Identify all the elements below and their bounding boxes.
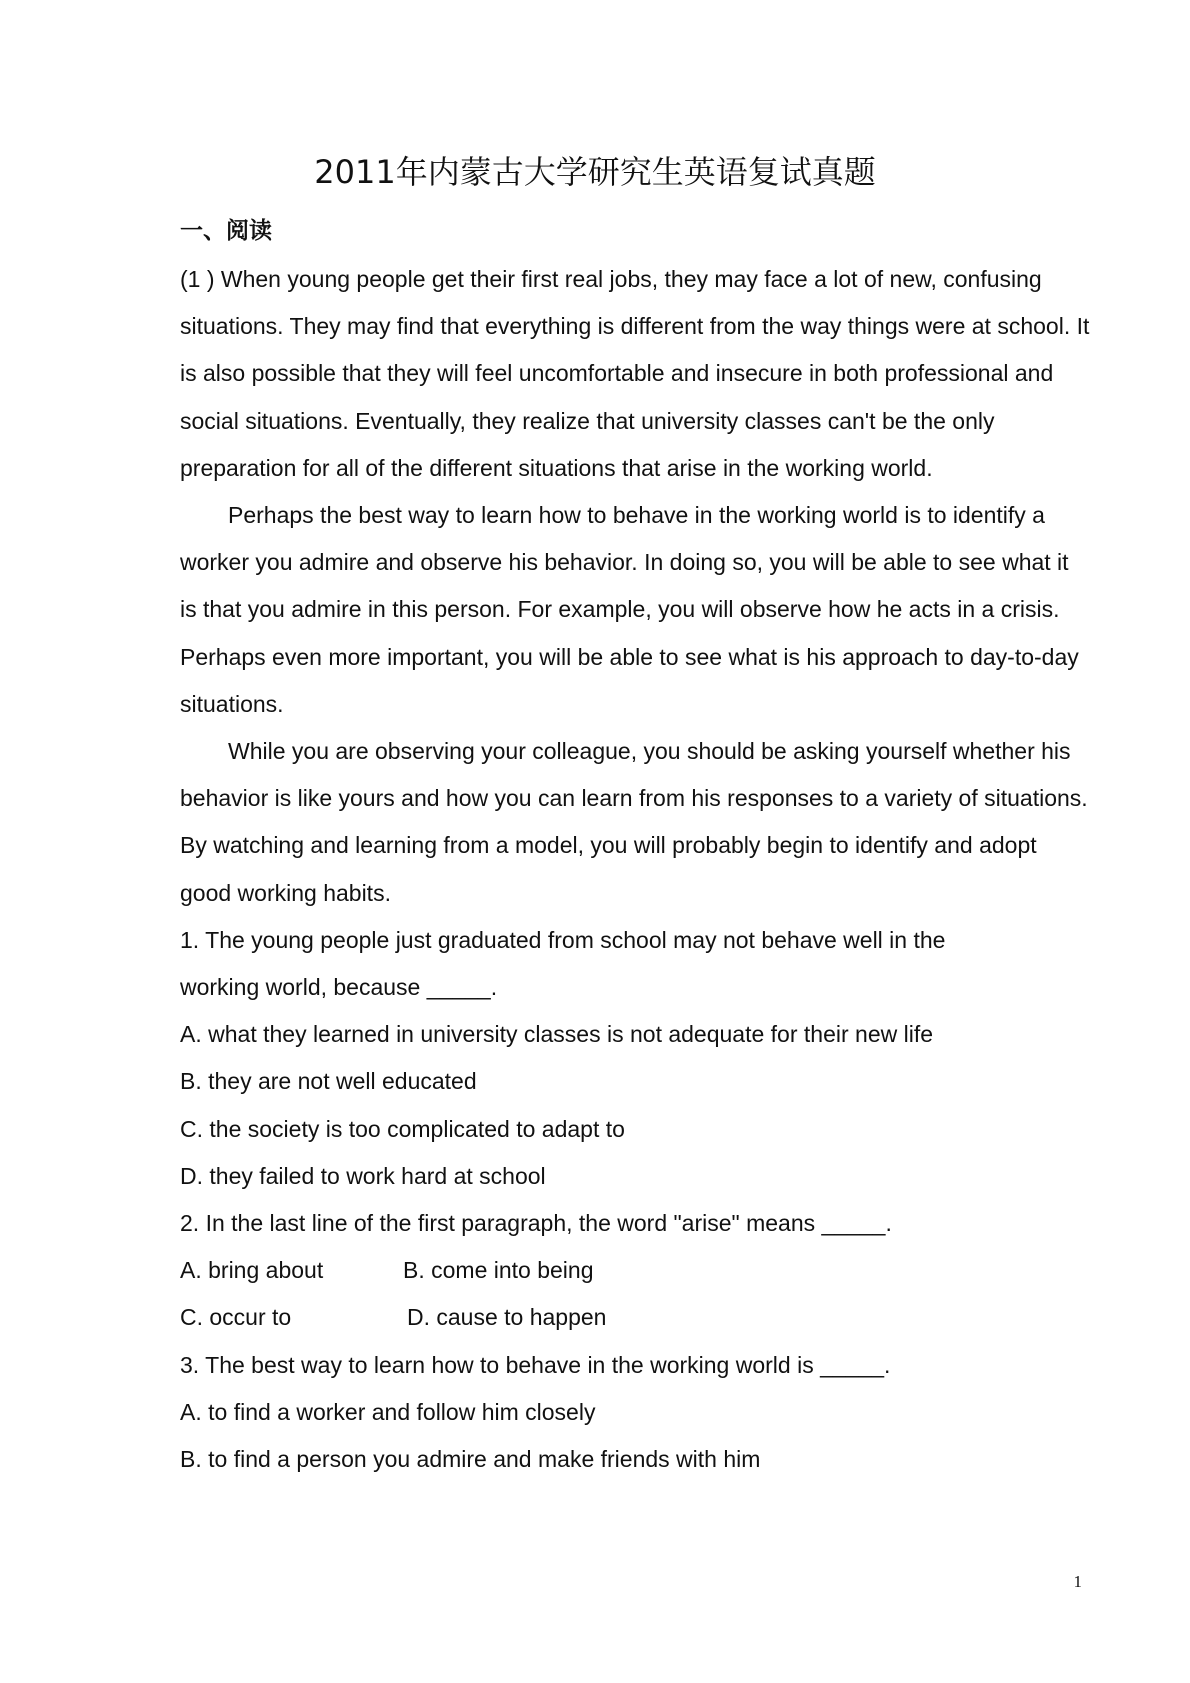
- question-2-options-row-2: [180, 1294, 1090, 1341]
- question-2-option-c: C. occur to: [180, 1304, 292, 1331]
- question-1-stem-line-1: 1. The young people just graduated from school may not behave well in the: [180, 926, 946, 953]
- page-title: 2011年内蒙古大学研究生英语复试真题: [314, 153, 876, 191]
- question-2-option-a: A. bring about: [180, 1257, 324, 1284]
- section-heading-reading: 一、阅读: [180, 218, 272, 244]
- question-1-option-b: B. they are not well educated: [180, 1068, 477, 1095]
- question-3-option-b: B. to find a person you admire and make friends with him: [180, 1446, 761, 1473]
- question-2-option-d: D. cause to happen: [407, 1304, 607, 1331]
- question-2-option-b: B. come into being: [403, 1257, 594, 1284]
- question-3-stem: 3. The best way to learn how to behave in the working world is _____.: [180, 1351, 891, 1378]
- passage-paragraph-2: Perhaps the best way to learn how to behave in the working world is to identify a worker you admire and observe his behavior. In doing so, you will be able to see what it is that you admire in this person. For example, you will observe how he acts in a crisis. Perhaps even more important, you will be able to see what is his approach to day-to-day situations.: [180, 502, 1079, 717]
- reading-section: [180, 256, 1090, 1483]
- question-1-option-a: A. what they learned in university classes is not adequate for their new life: [180, 1021, 934, 1048]
- question-3: [180, 1342, 1090, 1484]
- question-2: [180, 1200, 1090, 1342]
- question-1: [180, 917, 1090, 1200]
- question-2-stem: 2. In the last line of the first paragraph, the word "arise" means _____.: [180, 1210, 892, 1237]
- passage-paragraph-3: While you are observing your colleague, you should be asking yourself whether his behavior is like yours and how you can learn from his responses to a variety of situations. By watching and learning from a model, you will probably begin to identify and adopt good working habits.: [180, 738, 1088, 906]
- question-2-options-row-1: [180, 1247, 1090, 1294]
- question-1-stem-line-2: working world, because _____.: [180, 974, 498, 1001]
- question-1-option-d: D. they failed to work hard at school: [180, 1162, 546, 1189]
- question-3-option-a: A. to find a worker and follow him closely: [180, 1398, 596, 1425]
- page-number: 1: [1073, 1572, 1082, 1591]
- passage-paragraph-1: (1 ) When young people get their first real jobs, they may face a lot of new, confusing situations. They may find that everything is different from the way things were at school. It is also possible that they will feel uncomfortable and insecure in both professional and social situations. Eventually, they realize that university classes can't be the only preparation for all of the different situations that arise in the working world.: [180, 266, 1090, 481]
- question-1-option-c: C. the society is too complicated to adapt to: [180, 1115, 625, 1142]
